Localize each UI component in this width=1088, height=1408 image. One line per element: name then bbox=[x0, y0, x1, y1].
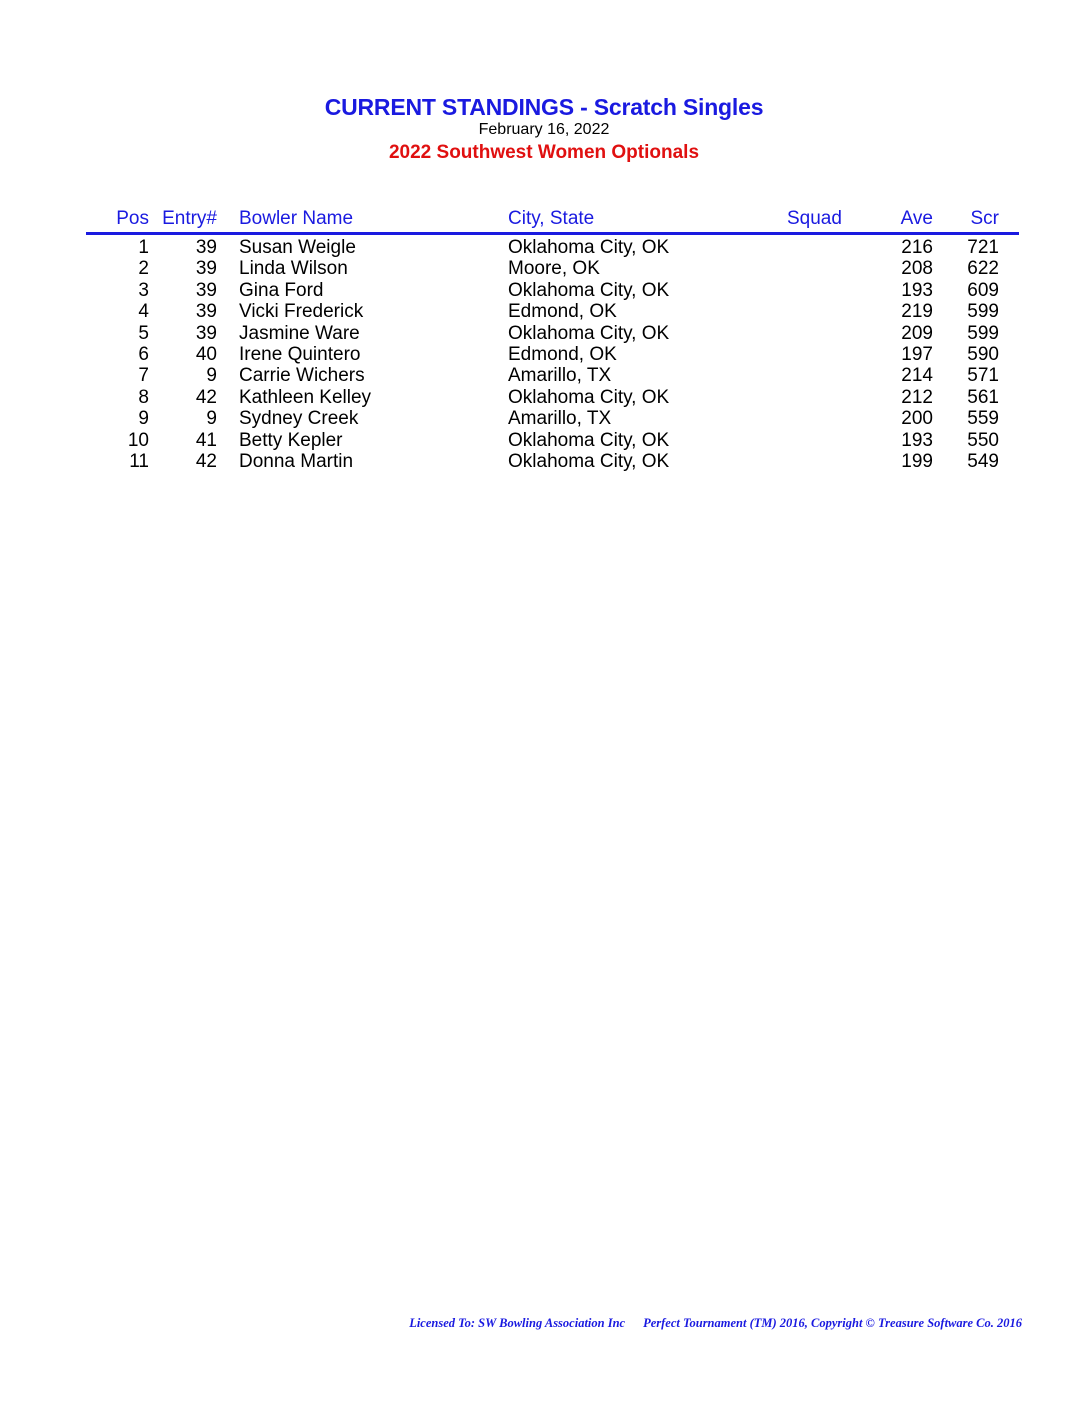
cell-pos: 11 bbox=[129, 450, 149, 472]
report-date: February 16, 2022 bbox=[478, 121, 610, 138]
cell-entry: 39 bbox=[195, 322, 217, 344]
cell-pos: 2 bbox=[138, 258, 149, 280]
table-row bbox=[0, 451, 1088, 472]
cell-scr: 549 bbox=[967, 450, 999, 472]
cell-name: Linda Wilson bbox=[239, 258, 348, 280]
table-row bbox=[0, 237, 1088, 258]
cell-entry: 42 bbox=[195, 450, 217, 472]
cell-scr: 609 bbox=[967, 279, 999, 301]
header-ave: Ave bbox=[900, 208, 933, 229]
event-name: 2022 Southwest Women Optionals bbox=[388, 142, 700, 163]
cell-name: Vicki Frederick bbox=[239, 301, 364, 323]
cell-scr: 559 bbox=[967, 408, 999, 430]
cell-name: Donna Martin bbox=[239, 450, 354, 472]
cell-pos: 6 bbox=[138, 343, 149, 365]
cell-entry: 41 bbox=[195, 429, 217, 451]
cell-scr: 721 bbox=[967, 237, 999, 258]
header-squad: Squad bbox=[787, 208, 842, 229]
cell-name: Jasmine Ware bbox=[239, 322, 360, 344]
table-row bbox=[0, 280, 1088, 301]
cell-name: Susan Weigle bbox=[239, 237, 356, 258]
cell-pos: 1 bbox=[138, 237, 149, 258]
cell-ave: 214 bbox=[901, 365, 933, 387]
cell-city: Amarillo, TX bbox=[508, 408, 612, 430]
cell-pos: 5 bbox=[138, 322, 149, 344]
cell-ave: 200 bbox=[901, 408, 933, 430]
table-row bbox=[0, 408, 1088, 429]
cell-city: Oklahoma City, OK bbox=[508, 386, 670, 408]
header-name: Bowler Name bbox=[239, 208, 354, 229]
cell-ave: 193 bbox=[901, 279, 933, 301]
cell-ave: 219 bbox=[901, 301, 933, 323]
footer-license-text: Licensed To: SW Bowling Association Inc bbox=[409, 1316, 626, 1330]
header-city: City, State bbox=[508, 208, 595, 229]
cell-pos: 10 bbox=[127, 429, 149, 451]
cell-city: Oklahoma City, OK bbox=[508, 237, 670, 258]
table-row bbox=[0, 365, 1088, 386]
header-divider bbox=[86, 232, 1019, 235]
table-row bbox=[0, 323, 1088, 344]
cell-entry: 9 bbox=[206, 408, 217, 430]
cell-ave: 193 bbox=[901, 429, 933, 451]
cell-ave: 216 bbox=[901, 237, 933, 258]
cell-pos: 3 bbox=[138, 279, 149, 301]
table-row bbox=[0, 387, 1088, 408]
cell-entry: 39 bbox=[195, 258, 217, 280]
cell-scr: 622 bbox=[967, 258, 999, 280]
cell-entry: 42 bbox=[195, 386, 217, 408]
cell-city: Oklahoma City, OK bbox=[508, 429, 670, 451]
footer-license bbox=[409, 1316, 1022, 1331]
cell-city: Moore, OK bbox=[508, 258, 600, 280]
cell-city: Amarillo, TX bbox=[508, 365, 612, 387]
cell-entry: 40 bbox=[195, 343, 217, 365]
cell-entry: 9 bbox=[206, 365, 217, 387]
cell-scr: 550 bbox=[967, 429, 999, 451]
header-entry: Entry# bbox=[162, 208, 217, 229]
cell-entry: 39 bbox=[195, 301, 217, 323]
cell-city: Oklahoma City, OK bbox=[508, 450, 670, 472]
table-row bbox=[0, 344, 1088, 365]
cell-scr: 599 bbox=[967, 301, 999, 323]
cell-city: Edmond, OK bbox=[508, 343, 617, 365]
table-row bbox=[0, 430, 1088, 451]
header-scr: Scr bbox=[970, 208, 999, 229]
footer-copyright-text: Perfect Tournament (TM) 2016, Copyright © Treasure Software Co. 2016 bbox=[643, 1316, 1022, 1330]
cell-ave: 199 bbox=[901, 450, 933, 472]
cell-name: Irene Quintero bbox=[239, 343, 361, 365]
cell-name: Gina Ford bbox=[239, 279, 324, 301]
header-pos: Pos bbox=[116, 208, 149, 229]
cell-city: Oklahoma City, OK bbox=[508, 279, 670, 301]
cell-name: Kathleen Kelley bbox=[239, 386, 372, 408]
table-header bbox=[0, 208, 1088, 232]
cell-ave: 209 bbox=[901, 322, 933, 344]
cell-pos: 8 bbox=[138, 386, 149, 408]
cell-entry: 39 bbox=[195, 237, 217, 258]
table-row bbox=[0, 258, 1088, 279]
cell-name: Carrie Wichers bbox=[239, 365, 365, 387]
report-title: CURRENT STANDINGS - Scratch Singles bbox=[324, 94, 764, 120]
cell-pos: 4 bbox=[138, 301, 149, 323]
standings-table-body bbox=[0, 237, 1088, 472]
cell-name: Betty Kepler bbox=[239, 429, 343, 451]
cell-pos: 7 bbox=[138, 365, 149, 387]
cell-entry: 39 bbox=[195, 279, 217, 301]
cell-city: Oklahoma City, OK bbox=[508, 322, 670, 344]
cell-name: Sydney Creek bbox=[239, 408, 359, 430]
table-row bbox=[0, 301, 1088, 322]
cell-ave: 197 bbox=[901, 343, 933, 365]
cell-ave: 208 bbox=[901, 258, 933, 280]
cell-scr: 599 bbox=[967, 322, 999, 344]
cell-ave: 212 bbox=[901, 386, 933, 408]
cell-pos: 9 bbox=[138, 408, 149, 430]
cell-city: Edmond, OK bbox=[508, 301, 617, 323]
cell-scr: 590 bbox=[967, 343, 999, 365]
cell-scr: 561 bbox=[967, 386, 999, 408]
cell-scr: 571 bbox=[967, 365, 999, 387]
